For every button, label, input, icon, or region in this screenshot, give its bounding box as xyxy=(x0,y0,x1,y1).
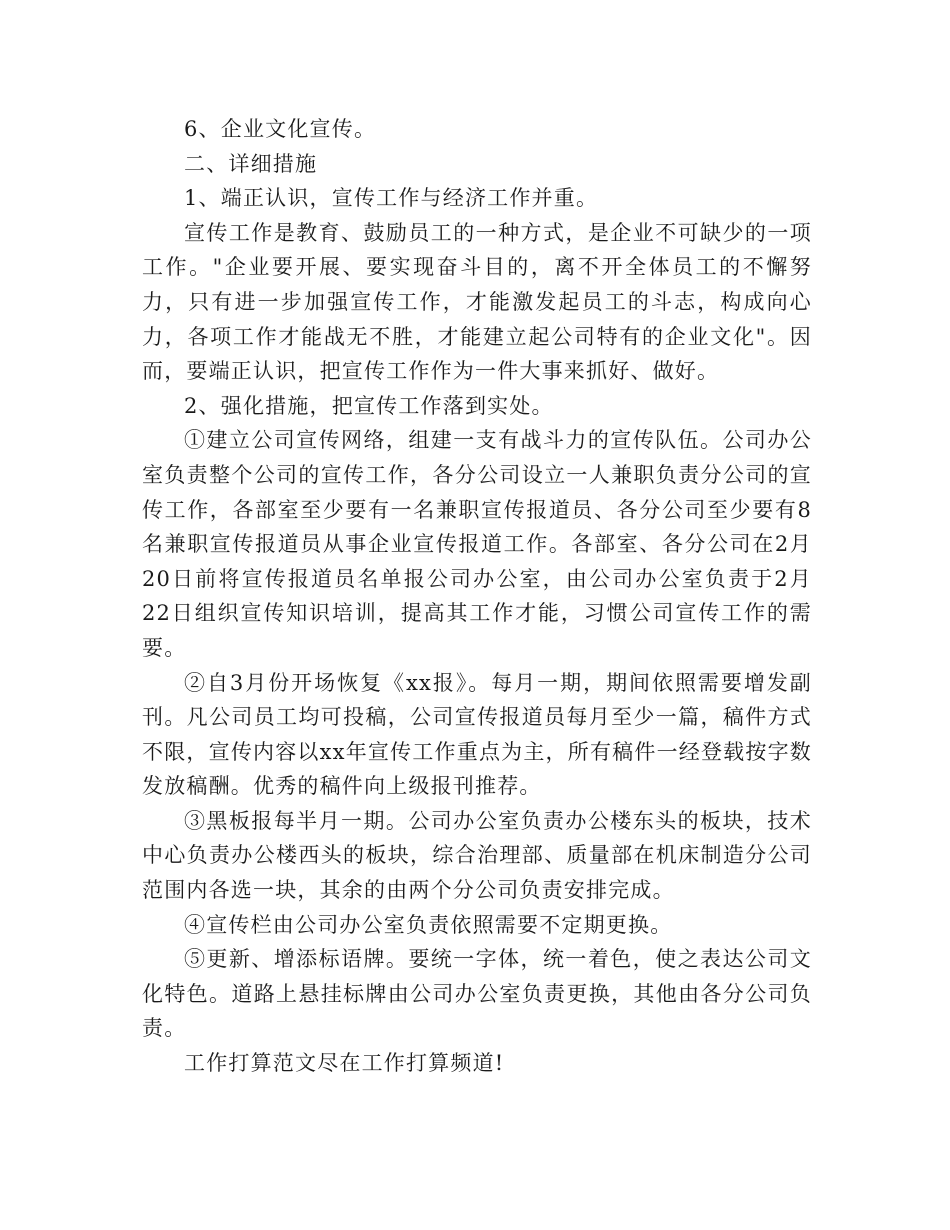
paragraph-footer-note: 工作打算范文尽在工作打算频道! xyxy=(184,1051,505,1076)
paragraph-network: ①建立公司宣传网络，组建一支有战斗力的宣传队伍。公司办公室负责整个公司的宣传工作，各分公司设立一人兼职负责分公司的宣传工作，各部室至少要有一名兼职宣传报道员、各分公司至少要有8名兼职宣传报道员从事企业宣传报道工作。各部室、各分公司在2月20日前将宣传报道员名单报公司办公室，由公司办公室负责于2月22日组织宣传知识培训，提高其工作才能，习惯公司宣传工作的需要。 xyxy=(142,428,812,660)
paragraph-bulletin-board: ④宣传栏由公司办公室负责依照需要不定期更换。 xyxy=(184,912,673,937)
subheading-2: 2、强化措施，把宣传工作落到实处。 xyxy=(184,393,554,418)
subheading-1: 1、端正认识，宣传工作与经济工作并重。 xyxy=(184,186,599,211)
document-body xyxy=(142,112,812,1081)
paragraph-awareness: 宣传工作是教育、鼓励员工的一种方式，是企业不可缺少的一项工作。"企业要开展、要实现奋斗目的，离不开全体员工的不懈努力，只有进一步加强宣传工作，才能激发起员工的斗志，构成向心力，各项工作才能战无不胜，才能建立起公司特有的企业文化"。因而，要端正认识，把宣传工作作为一件大事来抓好、做好。 xyxy=(142,220,812,384)
paragraph-blackboard: ③黑板报每半月一期。公司办公室负责办公楼东头的板块，技术中心负责办公楼西头的板块，综合治理部、质量部在机床制造分公司范围内各选一块，其余的由两个分公司负责安排完成。 xyxy=(142,808,812,903)
paragraph-item-heading-6: 6、企业文化宣传。 xyxy=(184,117,377,141)
paragraph-newspaper: ②自3月份开场恢复《xx报》。每月一期，期间依照需要增发副刊。凡公司员工均可投稿，公司宣传报道员每月至少一篇，稿件方式不限，宣传内容以xx年宣传工作重点为主，所有稿件一经登载按字数发放稿酬。优秀的稿件向上级报刊推荐。 xyxy=(142,670,812,799)
section-heading-measures: 二、详细措施 xyxy=(184,151,318,176)
paragraph-signage: ⑤更新、增添标语牌。要统一字体，统一着色，使之表达公司文化特色。道路上悬挂标牌由公司办公室负责更换，其他由各分公司负责。 xyxy=(142,947,812,1041)
